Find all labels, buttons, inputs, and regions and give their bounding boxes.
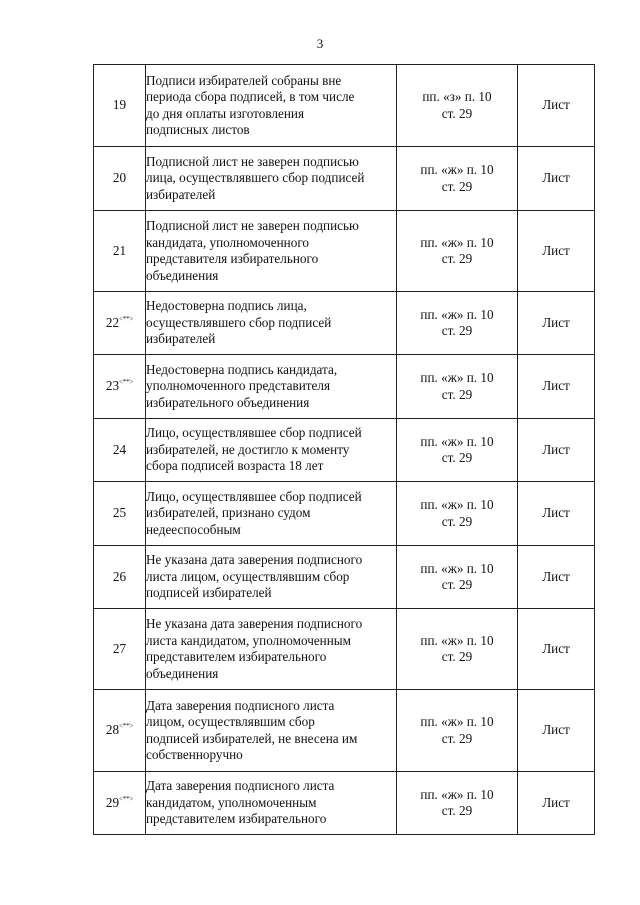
document-cell [518,147,595,211]
law-reference-line: ст. 29 [441,450,473,465]
row-number-cell [94,690,146,772]
table-row [94,772,595,835]
row-number: 19 [112,97,127,113]
description-line: собственноручно [146,747,243,762]
row-number: 26 [112,568,127,584]
law-reference-line: пп. «ж» п. 10 [420,370,494,385]
description-cell [146,65,397,147]
law-reference-cell [397,355,518,419]
law-reference-line: ст. 29 [441,386,473,402]
law-reference-line: ст. 29 [441,803,473,818]
description-line: избирателей, не достигло к моменту [146,441,350,457]
row-number: 28 [105,722,120,738]
description-cell [146,147,397,211]
law-reference-line: пп. «ж» п. 10 [420,162,494,177]
description-line: Подписной лист не заверен подписью [146,218,359,233]
row-number: 23 [105,378,120,394]
document-cell [518,772,595,835]
document-type: Лист [542,722,570,738]
description-line: представителем избирательного [146,649,327,664]
description-line: подписей избирателей [146,585,272,601]
description-line: сбора подписей возраста 18 лет [146,458,324,474]
law-reference-line: ст. 29 [441,323,473,338]
description-line: Подписной лист не заверен подписью [146,153,359,169]
description-line: Недостоверна подпись кандидата, [146,361,338,377]
law-reference-line: ст. 29 [441,649,473,664]
row-number: 22 [105,314,120,330]
document-cell [518,355,595,419]
description-line: кандидатом, уполномоченным [146,794,317,810]
page-number: 3 [316,36,324,51]
description-cell [146,690,397,772]
description-cell [146,546,397,609]
description-line: избирателей [146,331,216,347]
law-reference-line: ст. 29 [441,251,473,266]
document-type: Лист [542,170,570,186]
description-cell [146,482,397,546]
description-line: Дата заверения подписного листа [146,697,335,713]
law-reference-cell [397,211,518,292]
row-number-cell [94,211,146,292]
table-row [94,609,595,690]
document-cell [518,419,595,482]
description-line: представителя избирательного [146,251,319,266]
law-reference-line: пп. «ж» п. 10 [420,234,494,250]
table-row [94,546,595,609]
law-reference-line: ст. 29 [441,178,473,194]
description-line: подписных листов [146,122,250,137]
law-reference-line: ст. 29 [441,730,473,746]
description-line: избирателей, признано судом [146,505,311,521]
row-number-cell [94,65,146,147]
description-line: до дня оплаты изготовления [146,105,305,121]
row-number-cell [94,772,146,835]
law-reference-cell [397,292,518,355]
description-line: листа кандидатом, уполномоченным [146,632,351,648]
violations-table [93,64,595,835]
description-line: недееспособным [146,521,241,537]
table-row [94,690,595,772]
law-reference-line: пп. «ж» п. 10 [420,306,494,322]
row-number: 25 [112,505,127,521]
document-cell [518,482,595,546]
law-reference-line: пп. «ж» п. 10 [420,632,494,648]
row-number-cell [94,147,146,211]
footnote-mark: <**> [119,794,134,803]
law-reference-line: пп. «ж» п. 10 [420,714,494,729]
table-row [94,65,595,147]
description-line: осуществлявшего сбор подписей [146,314,332,330]
law-reference-cell [397,65,518,147]
footnote-mark: <**> [119,378,134,387]
law-reference-cell [397,147,518,211]
law-reference-line: пп. «з» п. 10 [422,89,492,104]
document-type: Лист [542,441,570,457]
description-line: уполномоченного представителя [146,378,331,394]
footnote-mark: <**> [119,722,134,731]
law-reference-cell [397,419,518,482]
description-line: лицом, осуществлявшим сбор [146,714,315,729]
row-number: 24 [112,441,127,457]
table-row [94,292,595,355]
row-number-cell [94,482,146,546]
law-reference-cell [397,772,518,835]
table-row [94,355,595,419]
description-line: Не указана дата заверения подписного [146,552,363,568]
law-reference-line: ст. 29 [441,105,473,121]
description-line: кандидата, уполномоченного [146,234,309,250]
law-reference-line: ст. 29 [441,513,473,529]
footnote-mark: <**> [119,314,134,323]
document-cell [518,292,595,355]
description-line: объединения [146,267,219,283]
document-cell [518,690,595,772]
row-number: 21 [112,242,127,258]
description-line: Лицо, осуществлявшее сбор подписей [146,425,362,441]
law-reference-cell [397,609,518,690]
row-number-cell [94,546,146,609]
row-number-cell [94,419,146,482]
row-number: 20 [112,170,127,186]
law-reference-line: пп. «ж» п. 10 [420,560,494,576]
document-cell [518,546,595,609]
document-type: Лист [542,242,570,258]
document-cell [518,211,595,292]
description-line: объединения [146,665,219,681]
table-row [94,482,595,546]
table-row [94,147,595,211]
document-cell [518,609,595,690]
description-line: представителем избирательного [146,811,327,827]
table-row [94,211,595,292]
law-reference-cell [397,482,518,546]
description-cell [146,772,397,835]
description-line: Подписи избирателей собраны вне [146,72,342,88]
law-reference-cell [397,546,518,609]
description-cell [146,609,397,690]
description-line: Не указана дата заверения подписного [146,616,363,631]
row-number-cell [94,355,146,419]
row-number-cell [94,609,146,690]
description-cell [146,211,397,292]
document-cell [518,65,595,147]
description-line: Дата заверения подписного листа [146,778,335,794]
row-number: 27 [112,640,127,656]
description-cell [146,355,397,419]
document-type: Лист [542,568,570,584]
description-cell [146,292,397,355]
document-type: Лист [542,794,570,810]
law-reference-line: пп. «ж» п. 10 [420,497,494,512]
law-reference-cell [397,690,518,772]
description-line: избирателей [146,186,216,202]
description-line: подписей избирателей, не внесена им [146,730,358,746]
law-reference-line: пп. «ж» п. 10 [420,786,494,802]
description-line: Недостоверна подпись лица, [146,298,307,314]
document-type: Лист [542,97,570,113]
document-type: Лист [542,314,570,330]
row-number: 29 [105,794,120,810]
description-line: периода сбора подписей, в том числе [146,89,355,104]
description-line: избирательного объединения [146,394,310,410]
description-line: Лицо, осуществлявшее сбор подписей [146,488,362,504]
row-number-cell [94,292,146,355]
law-reference-line: ст. 29 [441,577,473,592]
description-line: лица, осуществлявшего сбор подписей [146,170,365,186]
document-type: Лист [542,505,570,521]
document-type: Лист [542,640,570,656]
document-type: Лист [542,378,570,394]
table-row [94,419,595,482]
description-line: листа лицом, осуществлявшим сбор [146,568,350,584]
description-cell [146,419,397,482]
law-reference-line: пп. «ж» п. 10 [420,433,494,449]
